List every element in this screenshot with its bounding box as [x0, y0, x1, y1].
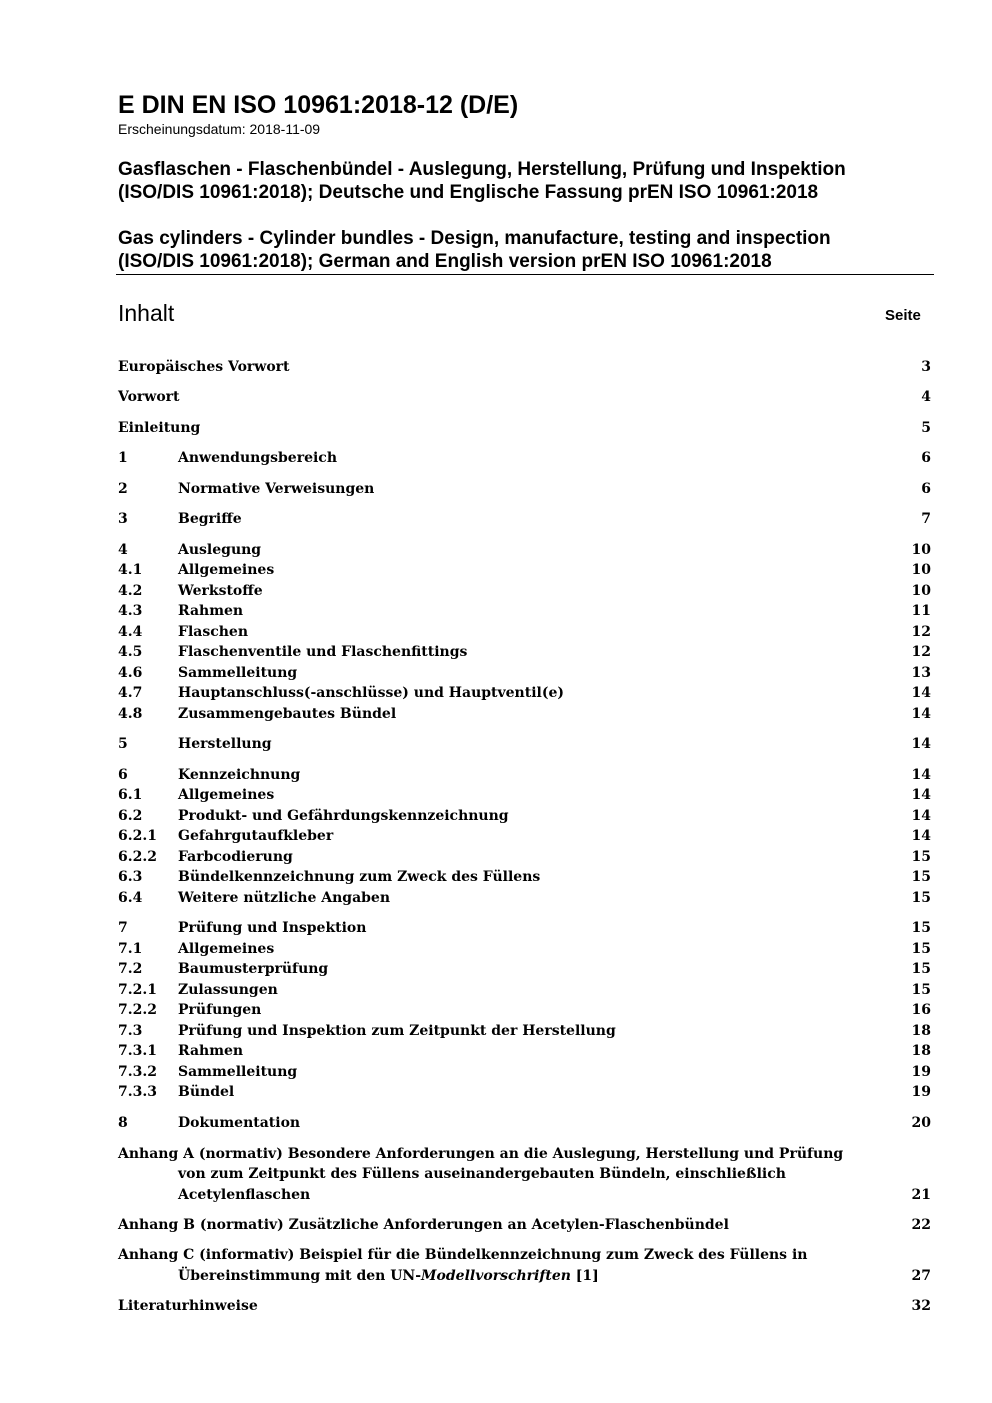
toc-entry-number: 4.1 [118, 562, 143, 578]
document-title: E DIN EN ISO 10961:2018-12 (D/E) [118, 91, 519, 119]
toc-entry-title: Prüfung und Inspektion [178, 920, 367, 936]
toc-entry[interactable] [118, 357, 931, 377]
toc-entry[interactable] [118, 581, 931, 601]
toc-entry[interactable] [118, 509, 931, 529]
toc-entry-title: Dokumentation [178, 1115, 301, 1131]
toc-entry-page: 15 [911, 941, 931, 957]
toc-entry-title: Allgemeines [178, 941, 275, 957]
toc-entry-title: Prüfungen [178, 1002, 262, 1018]
toc-entry-page: 14 [911, 828, 931, 844]
toc-entry-title: Allgemeines [178, 562, 275, 578]
toc-entry-number: 4 [118, 542, 128, 558]
toc-entry[interactable] [118, 1021, 931, 1041]
annex-b-text: Anhang B (normativ) Zusätzliche Anforderungen an Acetylen-Flaschenbündel [118, 1217, 729, 1233]
toc-entry-number: 6.1 [118, 787, 143, 803]
annex-c-page: 27 [911, 1268, 931, 1284]
toc-entry-number: 7.3.2 [118, 1064, 157, 1080]
toc-entry[interactable] [118, 1041, 931, 1061]
toc-entry[interactable] [118, 663, 931, 683]
toc-entry-page: 5 [921, 420, 931, 436]
toc-entry[interactable] [118, 826, 931, 846]
toc-entry-page: 7 [921, 511, 931, 527]
toc-entry[interactable] [118, 1082, 931, 1102]
toc-entry-number: 7.1 [118, 941, 143, 957]
toc-entry-page: 15 [911, 961, 931, 977]
annex-c-line-1[interactable]: Anhang C (informativ) Beispiel für die Bündelkennzeichnung zum Zweck des Füllens in [118, 1247, 808, 1263]
toc-entry-page: 19 [911, 1064, 931, 1080]
toc-entry[interactable] [118, 418, 931, 438]
toc-entry-page: 13 [911, 665, 931, 681]
toc-entry-title: Prüfung und Inspektion zum Zeitpunkt der Herstellung [178, 1023, 616, 1039]
annex-c-line-2c: [1] [570, 1268, 599, 1284]
toc-entry-number: 6.2.1 [118, 828, 157, 844]
toc-entry-page: 14 [911, 706, 931, 722]
toc-entry-title: Herstellung [178, 736, 272, 752]
publication-date: Erscheinungsdatum: 2018-11-09 [118, 121, 321, 137]
toc-entry[interactable] [118, 734, 931, 754]
toc-entry-page: 18 [911, 1043, 931, 1059]
toc-entry-number: 4.3 [118, 603, 143, 619]
toc-entry-page: 12 [911, 624, 931, 640]
title-german-line-1: Gasflaschen - Flaschenbündel - Auslegung, Herstellung, Prüfung und Inspektion [118, 159, 846, 180]
toc-entry-page: 15 [911, 982, 931, 998]
header-divider [116, 274, 934, 275]
toc-entry[interactable] [118, 765, 931, 785]
toc-entry-number: 7.2 [118, 961, 143, 977]
toc-entry[interactable] [118, 959, 931, 979]
toc-entry-page: 15 [911, 920, 931, 936]
toc-entry[interactable] [118, 479, 931, 499]
toc-entry-page: 14 [911, 736, 931, 752]
toc-entry[interactable] [118, 888, 931, 908]
toc-entry-page: 10 [911, 562, 931, 578]
toc-entry-page: 16 [911, 1002, 931, 1018]
annex-b-entry[interactable] [118, 1215, 931, 1235]
toc-entry-page: 6 [921, 481, 931, 497]
toc-entry-number: 6.2.2 [118, 849, 157, 865]
toc-entry-number: 6.4 [118, 890, 143, 906]
toc-entry-title: Zulassungen [178, 982, 278, 998]
toc-entry-number: 5 [118, 736, 128, 752]
toc-entry-number: 4.8 [118, 706, 143, 722]
toc-entry[interactable] [118, 601, 931, 621]
toc-entry-number: 8 [118, 1115, 128, 1131]
annex-a-entry[interactable] [118, 1185, 931, 1205]
toc-entry-page: 14 [911, 767, 931, 783]
toc-entry-number: 6.2 [118, 808, 143, 824]
toc-entry-title: Produkt- und Gefährdungskennzeichnung [178, 808, 509, 824]
toc-entry-title: Weitere nützliche Angaben [178, 890, 391, 906]
toc-entry-title: Baumusterprüfung [178, 961, 329, 977]
toc-entry-page: 4 [921, 389, 931, 405]
toc-entry-page: 14 [911, 808, 931, 824]
toc-entry-number: 6 [118, 767, 128, 783]
annex-c-line-2a: Übereinstimmung mit den UN- [178, 1268, 422, 1284]
toc-entry-title: Zusammengebautes Bündel [178, 706, 397, 722]
toc-entry[interactable] [118, 1000, 931, 1020]
toc-entry-title: Hauptanschluss(-anschlüsse) und Hauptventil(e) [178, 685, 564, 701]
toc-entry-title: Auslegung [178, 542, 262, 558]
annex-a-page: 21 [911, 1187, 931, 1203]
toc-entry-page: 12 [911, 644, 931, 660]
bibliography-entry[interactable] [118, 1296, 931, 1316]
toc-entry-page: 10 [911, 542, 931, 558]
toc-entry-title: Vorwort [118, 389, 180, 405]
toc-entry-title: Werkstoffe [178, 583, 263, 599]
toc-entry[interactable] [118, 540, 931, 560]
toc-entry-title: Sammelleitung [178, 665, 298, 681]
toc-entry[interactable] [118, 785, 931, 805]
toc-entry-page: 20 [911, 1115, 931, 1131]
toc-entry-title: Rahmen [178, 603, 244, 619]
toc-entry-page: 14 [911, 685, 931, 701]
toc-entry[interactable] [118, 806, 931, 826]
toc-entry-number: 4.6 [118, 665, 143, 681]
toc-entry-number: 7.3 [118, 1023, 143, 1039]
toc-entry-title: Europäisches Vorwort [118, 359, 290, 375]
toc-entry-number: 7.3.3 [118, 1084, 157, 1100]
annex-c-entry[interactable] [118, 1266, 931, 1286]
title-german [118, 158, 846, 204]
toc-entry-title: Einleitung [118, 420, 201, 436]
title-english-line-1: Gas cylinders - Cylinder bundles - Design, manufacture, testing and inspection [118, 228, 831, 249]
toc-entry-page: 18 [911, 1023, 931, 1039]
title-english-line-2: (ISO/DIS 10961:2018); German and English version prEN ISO 10961:2018 [118, 251, 772, 272]
toc-entry-title: Sammelleitung [178, 1064, 298, 1080]
toc-entry[interactable] [118, 867, 931, 887]
toc-entry-number: 7.2.1 [118, 982, 157, 998]
annex-b-page: 22 [911, 1217, 931, 1233]
toc-entry[interactable] [118, 847, 931, 867]
toc-entry-page: 15 [911, 869, 931, 885]
toc-entry[interactable] [118, 1113, 931, 1133]
toc-entry[interactable] [118, 622, 931, 642]
title-german-line-2: (ISO/DIS 10961:2018); Deutsche und Englische Fassung prEN ISO 10961:2018 [118, 182, 819, 203]
toc-entry[interactable] [118, 642, 931, 662]
toc-entry-page: 10 [911, 583, 931, 599]
bibliography-page: 32 [911, 1298, 931, 1314]
annex-a-line-2[interactable]: von zum Zeitpunkt des Füllens auseinandergebauten Bündeln, einschließlich [178, 1166, 786, 1182]
title-english [118, 227, 831, 273]
toc-page-label: Seite [885, 307, 921, 324]
toc-entry-title: Kennzeichnung [178, 767, 301, 783]
toc-entry-title: Allgemeines [178, 787, 275, 803]
toc-entry-number: 4.2 [118, 583, 143, 599]
toc-entry-title: Bündelkennzeichnung zum Zweck des Füllens [178, 869, 541, 885]
toc-entry-title: Begriffe [178, 511, 242, 527]
toc-entry-title: Farbcodierung [178, 849, 293, 865]
annex-a-line-1[interactable]: Anhang A (normativ) Besondere Anforderungen an die Auslegung, Herstellung und Prüfung [118, 1146, 844, 1162]
annex-c-line-2 [178, 1266, 601, 1286]
toc-entry[interactable] [118, 939, 931, 959]
toc-entry-title: Normative Verweisungen [178, 481, 375, 497]
toc-entry-number: 4.7 [118, 685, 143, 701]
toc-entry-title: Rahmen [178, 1043, 244, 1059]
toc-entry-title: Flaschenventile und Flaschenfittings [178, 644, 468, 660]
toc-entry[interactable] [118, 980, 931, 1000]
toc-entry-number: 3 [118, 511, 128, 527]
toc-entry-number: 4.4 [118, 624, 143, 640]
toc-entry-page: 11 [911, 603, 931, 619]
toc-entry-number: 1 [118, 450, 128, 466]
toc-entry-page: 6 [921, 450, 931, 466]
toc-entry[interactable] [118, 1062, 931, 1082]
toc-entry-page: 3 [921, 359, 931, 375]
toc-entry-number: 4.5 [118, 644, 143, 660]
toc-entry[interactable] [118, 918, 931, 938]
toc-entry-number: 7.3.1 [118, 1043, 157, 1059]
toc-entry-title: Bündel [178, 1084, 235, 1100]
annex-a-line-3: Acetylenflaschen [178, 1187, 311, 1203]
toc-entry[interactable] [118, 387, 931, 407]
toc-entry-number: 6.3 [118, 869, 143, 885]
toc-entry-title: Gefahrgutaufkleber [178, 828, 334, 844]
toc-entry-number: 7 [118, 920, 128, 936]
toc-entry[interactable] [118, 704, 931, 724]
toc-entry-title: Anwendungsbereich [178, 450, 337, 466]
toc-entry-page: 15 [911, 890, 931, 906]
bibliography-text: Literaturhinweise [118, 1298, 258, 1314]
toc-entry[interactable] [118, 448, 931, 468]
toc-entry-title: Flaschen [178, 624, 248, 640]
toc-entry-number: 7.2.2 [118, 1002, 157, 1018]
toc-heading: Inhalt [118, 300, 175, 326]
toc-entry-page: 15 [911, 849, 931, 865]
toc-entry-number: 2 [118, 481, 128, 497]
toc-entry-page: 19 [911, 1084, 931, 1100]
toc-entry[interactable] [118, 560, 931, 580]
toc-entry[interactable] [118, 683, 931, 703]
toc-entry-page: 14 [911, 787, 931, 803]
annex-c-line-2b: Modellvorschriften [421, 1268, 571, 1284]
